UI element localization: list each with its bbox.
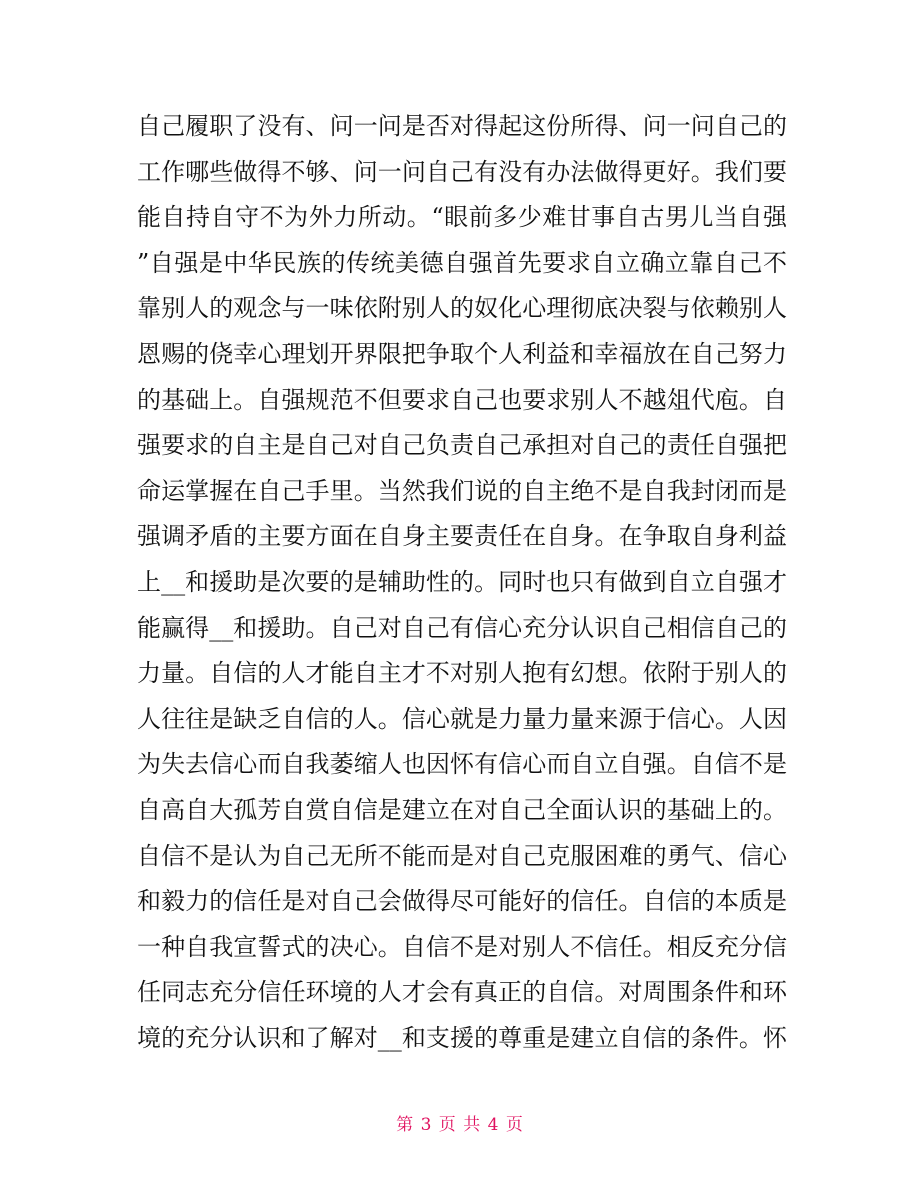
text-line: 力量。自信的人才能自主才不对别人抱有幻想。依附于别人的 [137, 659, 787, 688]
page-footer: 第 3 页 共 4 页 [396, 1115, 524, 1135]
text-line: 人往往是缺乏自信的人。信心就是力量力量来源于信心。人因 [137, 704, 787, 733]
text-line: 的基础上。自强规范不但要求自己也要求别人不越俎代庖。自 [137, 385, 787, 414]
text-line: 命运掌握在自己手里。当然我们说的自主绝不是自我封闭而是 [137, 476, 787, 505]
text-line: 为失去信心而自我萎缩人也因怀有信心而自立自强。自信不是 [137, 750, 787, 779]
text-line: 上__和援助是次要的是辅助性的。同时也只有做到自立自强才 [137, 567, 787, 596]
text-line: 强要求的自主是自己对自己负责自己承担对自己的责任自强把 [137, 431, 787, 460]
text-line: 恩赐的侥幸心理划开界限把争取个人利益和幸福放在自己努力 [137, 339, 787, 368]
text-line: 自高自大孤芳自赏自信是建立在对自己全面认识的基础上的。 [137, 795, 787, 824]
text-line: 靠别人的观念与一味依附别人的奴化心理彻底决裂与依赖别人 [137, 294, 787, 323]
text-line: 能自持自守不为外力所动。“眼前多少难甘事自古男儿当自强 [137, 203, 787, 232]
body-text [137, 104, 787, 1061]
text-line: 境的充分认识和了解对__和支援的尊重是建立自信的条件。怀 [137, 1023, 787, 1052]
text-line: 自信不是认为自己无所不能而是对自己克服困难的勇气、信心 [137, 841, 787, 870]
text-line: 工作哪些做得不够、问一问自己有没有办法做得更好。我们要 [137, 157, 787, 186]
text-line: 能赢得__和援助。自己对自己有信心充分认识自己相信自己的 [137, 613, 787, 642]
text-line: ”自强是中华民族的传统美德自强首先要求自立确立靠自己不 [137, 248, 787, 277]
text-line: 和毅力的信任是对自己会做得尽可能好的信任。自信的本质是 [137, 887, 787, 916]
text-line: 强调矛盾的主要方面在自身主要责任在自身。在争取自身利益 [137, 522, 787, 551]
text-line: 一种自我宣誓式的决心。自信不是对别人不信任。相反充分信 [137, 932, 787, 961]
text-line: 自己履职了没有、问一问是否对得起这份所得、问一问自己的 [137, 112, 787, 140]
text-line: 任同志充分信任环境的人才会有真正的自信。对周围条件和环 [137, 978, 787, 1007]
